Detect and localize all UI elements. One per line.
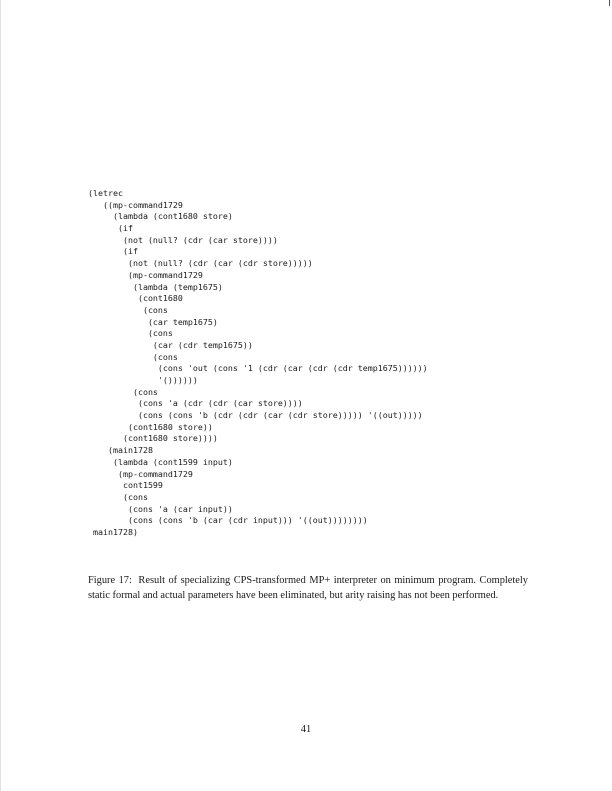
scan-edge-mark	[609, 0, 610, 6]
figure-caption	[88, 574, 528, 603]
caption-text: Result of specializing CPS-transformed MP+ interpreter on minimum program. Completely static formal and actual parameters have been eliminated, but arity raising has not been performed.	[88, 575, 529, 601]
code-listing	[88, 188, 428, 539]
code-line: (letrec	[88, 188, 123, 198]
code-line: (mp-command1729	[88, 468, 193, 479]
code-line: main1728)	[88, 526, 138, 537]
code-line: (cons	[88, 491, 148, 502]
page-number: 41	[300, 724, 312, 735]
code-line: (cons	[88, 328, 173, 339]
code-line: cont1599	[88, 480, 163, 491]
figure-label: Figure 17:	[88, 575, 132, 586]
code-line: (not (null? (cdr (car (cdr store)))))	[88, 258, 313, 269]
code-line: (main1728	[88, 445, 153, 456]
code-line: (mp-command1729	[88, 269, 203, 280]
code-line: (cons 'a (cdr (cdr (car store))))	[88, 398, 303, 409]
code-line: (if	[88, 223, 133, 234]
code-line: (not (null? (cdr (car store))))	[88, 234, 278, 245]
scan-edge-left	[0, 0, 1, 791]
code-line: (lambda (temp1675)	[88, 281, 223, 292]
code-line: (lambda (cont1680 store)	[88, 211, 233, 222]
code-line: (cont1680 store))))	[88, 433, 218, 444]
code-line: (cont1680 store))	[88, 421, 213, 432]
code-line: '())))))	[88, 375, 198, 385]
code-line: (cons	[88, 304, 168, 315]
code-line: (car (cdr temp1675))	[88, 339, 253, 350]
code-line: (if	[88, 246, 138, 257]
code-line: (lambda (cont1599 input)	[88, 456, 233, 467]
code-line: (cont1680	[88, 293, 183, 304]
code-line: (car temp1675)	[88, 316, 218, 327]
code-line: (cons (cons 'b (car (cdr input))) '((out))))))))	[88, 515, 368, 526]
code-line: (cons	[88, 351, 178, 362]
code-line: (cons (cons 'b (cdr (cdr (car (cdr store))))) '((out)))))	[88, 410, 423, 421]
code-line: (cons 'out (cons '1 (cdr (car (cdr (cdr temp1675))))))	[88, 363, 428, 374]
code-line: ((mp-command1729	[88, 199, 183, 210]
code-line: (cons	[88, 386, 158, 397]
code-line: (cons 'a (car input))	[88, 503, 233, 514]
